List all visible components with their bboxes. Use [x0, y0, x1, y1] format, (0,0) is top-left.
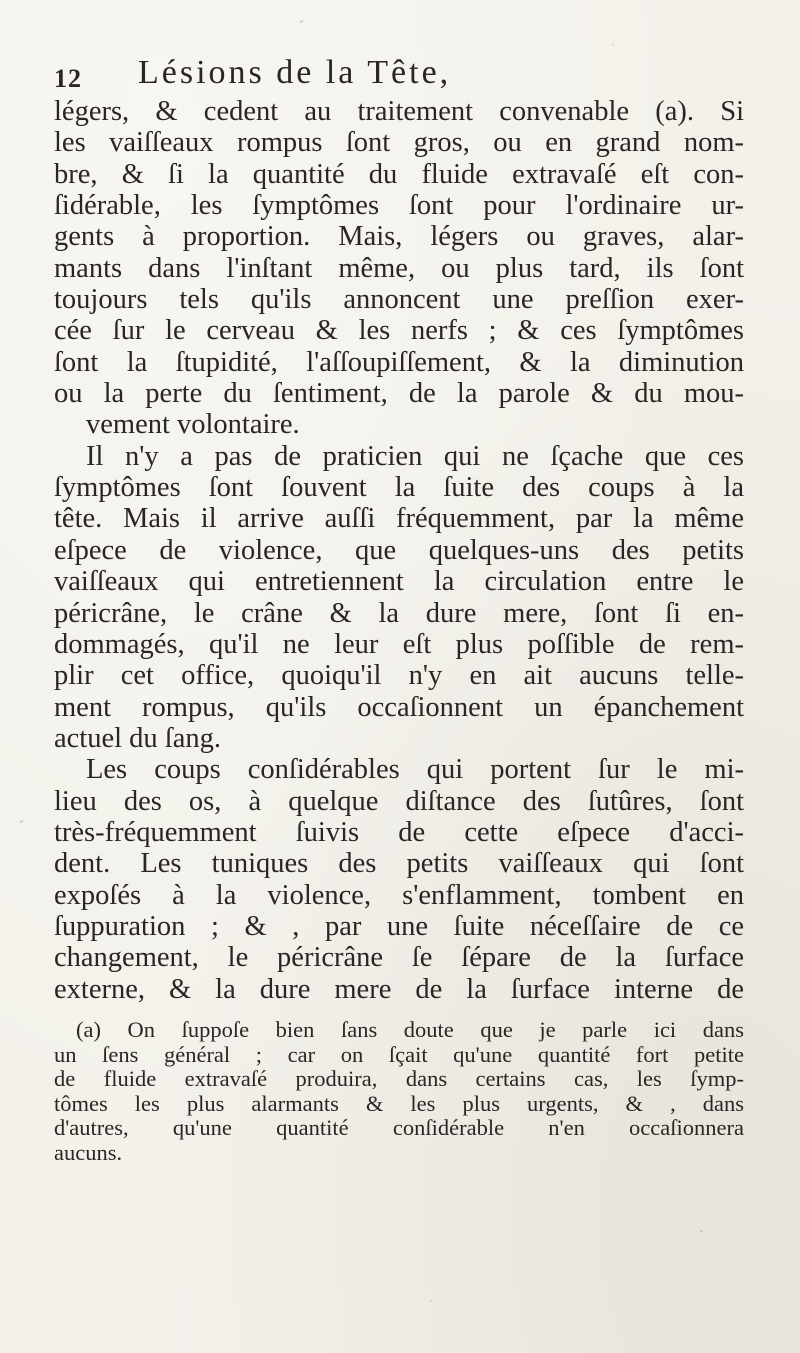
text-line: ou la perte du ſentiment, de la parole & du mou-: [54, 378, 744, 410]
footnote-line: tômes les plus alarmants & les plus urgents, & , dans: [54, 1090, 744, 1116]
text-line: dent. Les tuniques des petits vaiſſeaux qui ſont: [54, 848, 744, 880]
paragraph-start: Les coups conſidérables qui portent ſur le mi-: [86, 754, 744, 786]
main-text: [54, 96, 744, 1005]
text-line: dommagés, qu'il ne leur eſt plus poſſible de rem-: [54, 628, 744, 660]
text-line: tête. Mais il arrive auſſi fréquemment, par la même: [54, 503, 744, 535]
paper-speck: [20, 820, 23, 823]
text-line: toujours tels qu'ils annoncent une preſſion exer-: [54, 284, 744, 316]
text-line: vement volontaire.: [86, 409, 300, 441]
text-line: légers, & cedent au traitement convenable (a). Si: [54, 96, 744, 127]
page-header: [54, 52, 714, 96]
text-line: lieu des os, à quelque diſtance des ſutûres, ſont: [54, 785, 744, 817]
text-line: vaiſſeaux qui entretiennent la circulation entre le: [54, 566, 744, 598]
text-line: très-fréquemment ſuivis de cette eſpece d'acci-: [54, 816, 744, 848]
footnote-line: (a) On ſuppoſe bien ſans doute que je parle ici dans: [76, 1017, 744, 1042]
footnote: [54, 1018, 744, 1166]
footnote-line: d'autres, qu'une quantité conſidérable n'en occaſionnera: [54, 1115, 744, 1141]
paper-speck: [430, 1300, 432, 1302]
text-line: ſont la ſtupidité, l'aſſoupiſſement, & la diminution: [54, 346, 744, 378]
footnote-line: aucuns.: [54, 1139, 123, 1165]
text-line: ſymptômes ſont ſouvent la ſuite des coups à la: [54, 472, 744, 504]
text-line: eſpece de violence, que quelques-uns des petits: [54, 534, 744, 566]
page-number: 12: [54, 64, 82, 93]
text-line: mants dans l'inſtant même, ou plus tard, ils ſont: [54, 252, 744, 284]
text-line: ſidérable, les ſymptômes ſont pour l'ordinaire ur-: [54, 190, 744, 222]
text-line: cée ſur le cerveau & les nerfs ; & ces ſymptômes: [54, 315, 744, 347]
running-head: Lésions de la Tête,: [138, 54, 452, 91]
footnote-line: un ſens général ; car on ſçait qu'une quantité fort petite: [54, 1041, 744, 1067]
text-line: actuel du ſang.: [54, 722, 221, 754]
text-line: expoſés à la violence, s'enflamment, tombent en: [54, 879, 744, 911]
paper-speck: [300, 20, 303, 23]
paragraph-start: Il n'y a pas de praticien qui ne ſçache que ces: [86, 440, 744, 472]
text-line: ment rompus, qu'ils occaſionnent un épanchement: [54, 691, 744, 723]
paper-speck: [700, 1230, 703, 1232]
paper-speck: [612, 44, 614, 46]
text-line: les vaiſſeaux rompus ſont gros, ou en grand nom-: [54, 127, 744, 159]
text-line: changement, le péricrâne ſe ſépare de la ſurface: [54, 942, 744, 974]
text-line: bre, & ſi la quantité du fluide extravaſé eſt con-: [54, 158, 744, 190]
text-line: péricrâne, le crâne & la dure mere, ſont ſi en-: [54, 597, 744, 629]
footnote-line: de fluide extravaſé produira, dans certains cas, les ſymp-: [54, 1066, 744, 1092]
text-line: externe, & la dure mere de la ſurface interne de: [54, 973, 744, 1005]
text-line: ſuppuration ; & , par une ſuite néceſſaire de ce: [54, 910, 744, 942]
text-line: gents à proportion. Mais, légers ou graves, alar-: [54, 221, 744, 253]
text-line: plir cet office, quoiqu'il n'y en ait aucuns telle-: [54, 660, 744, 692]
